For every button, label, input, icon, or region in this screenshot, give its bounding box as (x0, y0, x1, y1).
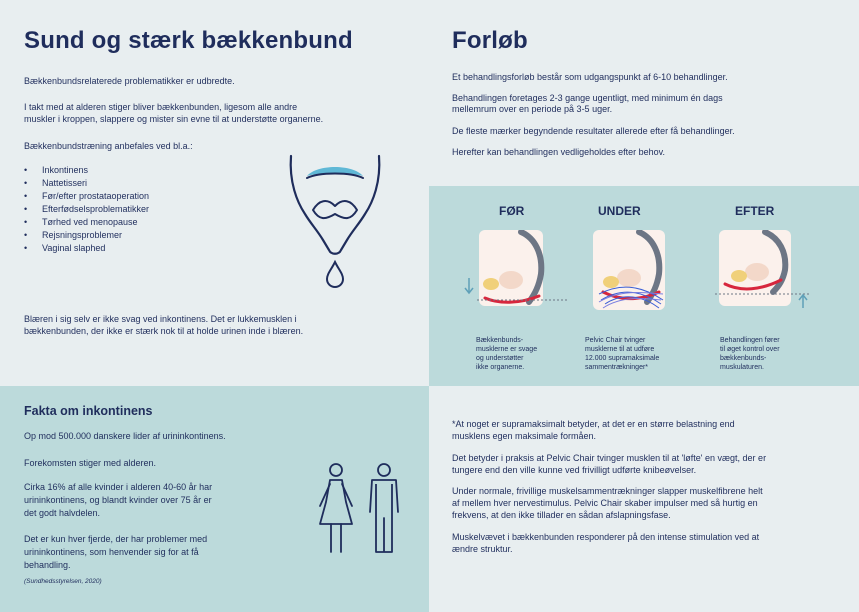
anatomy-before-illustration (461, 230, 581, 310)
caption-line: muskulaturen. (720, 364, 764, 371)
note3-line1: Under normale, frivillige muskelsammentrækninger slapper muskelfibrene helt (452, 486, 763, 496)
bladder-text-line2: bækkenbunden, der ikke er stærk nok til at holde urinen inde i blæren. (24, 326, 304, 336)
treatment-stages (429, 186, 859, 386)
man-icon (364, 462, 404, 558)
intro-text: Bækkenbundsrelaterede problematikker er udbredte. (24, 76, 235, 86)
stage-title-before: FØR (499, 204, 525, 218)
caption-line: og understøtter (476, 355, 524, 362)
note2-line2: tungere end den ville kunne ved frivilligt udførte knibeøvelser. (452, 465, 697, 475)
note3-line3: frekvens, at den ikke tillader en sådan afslapningsfase. (452, 510, 671, 520)
facts-text3-line2: urininkontinens, og blandt kvinder over 75 år er (24, 495, 212, 505)
intro-panel (0, 0, 429, 386)
caption-line: musklerne til at udføre (585, 346, 655, 353)
facts-text2: Forekomsten stiger med alderen. (24, 458, 157, 468)
caption-line: ikke organerne. (476, 364, 525, 371)
note1-line1: *At noget er supramaksimalt betyder, at det er en større belastning end (452, 419, 735, 429)
woman-icon (316, 462, 356, 558)
age-text-line1: I takt med at alderen stiger bliver bækkenbunden, ligesom alle andre (24, 102, 298, 112)
course-text2-line1: Behandlingen foretages 2-3 gange ugentligt, med minimum én dags (452, 93, 723, 103)
note2-line1: Det betyder i praksis at Pelvic Chair tvinger musklen til at 'løfte' en vægt, der er (452, 453, 767, 463)
caption-line: Pelvic Chair tvinger (585, 337, 646, 344)
age-text-line2: muskler i kroppen, slappere og mister sin evne til at understøtte organerne. (24, 114, 324, 124)
stage-title-during: UNDER (598, 204, 641, 218)
note4-line2: ændre struktur. (452, 544, 513, 554)
note4-line1: Muskelvævet i bækkenbunden responderer på den intense stimulation ved at (452, 532, 760, 542)
facts-panel (0, 386, 429, 612)
note3-line2: af mellem hver nervestimulus. Pelvic Chair skaber impulser med så hurtig en (452, 498, 758, 508)
facts-source: (Sundhedsstyrelsen, 2020) (24, 578, 102, 585)
caption-line: Behandlingen fører (720, 337, 780, 344)
caption-after (720, 336, 780, 372)
facts-text4-line3: behandling. (24, 560, 71, 570)
caption-during (585, 336, 659, 372)
anatomy-during-illustration (589, 230, 709, 316)
caption-before (476, 336, 537, 372)
indication-list (24, 164, 149, 255)
course-text4: Herefter kan behandlingen vedligeholdes efter behov. (452, 147, 665, 157)
facts-text4-line1: Det er kun hver fjerde, der har problemer med (24, 534, 208, 544)
list-item: • Før/efter prostataoperation (24, 190, 149, 203)
course-panel (429, 0, 859, 186)
course-text1: Et behandlingsforløb består som udgangspunkt af 6-10 behandlinger. (452, 72, 728, 82)
list-item: • Efterfødselsproblematikker (24, 203, 149, 216)
facts-title: Fakta om inkontinens (24, 404, 153, 418)
facts-text3-line1: Cirka 16% af alle kvinder i alderen 40-60 år har (24, 482, 213, 492)
course-title: Forløb (452, 27, 528, 54)
list-item: • Vaginal slaphed (24, 242, 149, 255)
list-item: • Rejsningsproblemer (24, 229, 149, 242)
caption-line: musklerne er svage (476, 346, 538, 353)
page-title: Sund og stærk bækkenbund (24, 27, 353, 54)
anatomy-after-illustration (715, 230, 825, 310)
facts-text1: Op mod 500.000 danskere lider af urininkontinens. (24, 431, 226, 441)
list-item: • Tørhed ved menopause (24, 216, 149, 229)
caption-line: 12.000 supramaksimale (585, 355, 660, 362)
facts-text3-line3: det godt halvdelen. (24, 508, 101, 518)
caption-line: bækkenbunds- (720, 355, 767, 362)
caption-line: Bækkenbunds- (476, 337, 524, 344)
note1-line2: musklens egen maksimale formåen. (452, 431, 597, 441)
list-item: • Nattetisseri (24, 177, 149, 190)
recommend-text: Bækkenbundstræning anbefales ved bl.a.: (24, 141, 193, 151)
pelvic-floor-icon (285, 152, 385, 288)
stage-title-after: EFTER (735, 204, 775, 218)
course-text3: De fleste mærker begyndende resultater allerede efter få behandlinger. (452, 126, 735, 136)
caption-line: til øget kontrol over (720, 346, 780, 353)
notes-panel (429, 386, 859, 612)
bladder-text-line1: Blæren i sig selv er ikke svag ved inkontinens. Det er lukkemusklen i (24, 314, 297, 324)
course-text2-line2: mellemrum over en periode på 3-5 uger. (452, 104, 613, 114)
caption-line: sammentrækninger* (585, 364, 649, 371)
facts-text4-line2: urininkontinens, som henvender sig for at få (24, 547, 199, 557)
list-item: • Inkontinens (24, 164, 149, 177)
